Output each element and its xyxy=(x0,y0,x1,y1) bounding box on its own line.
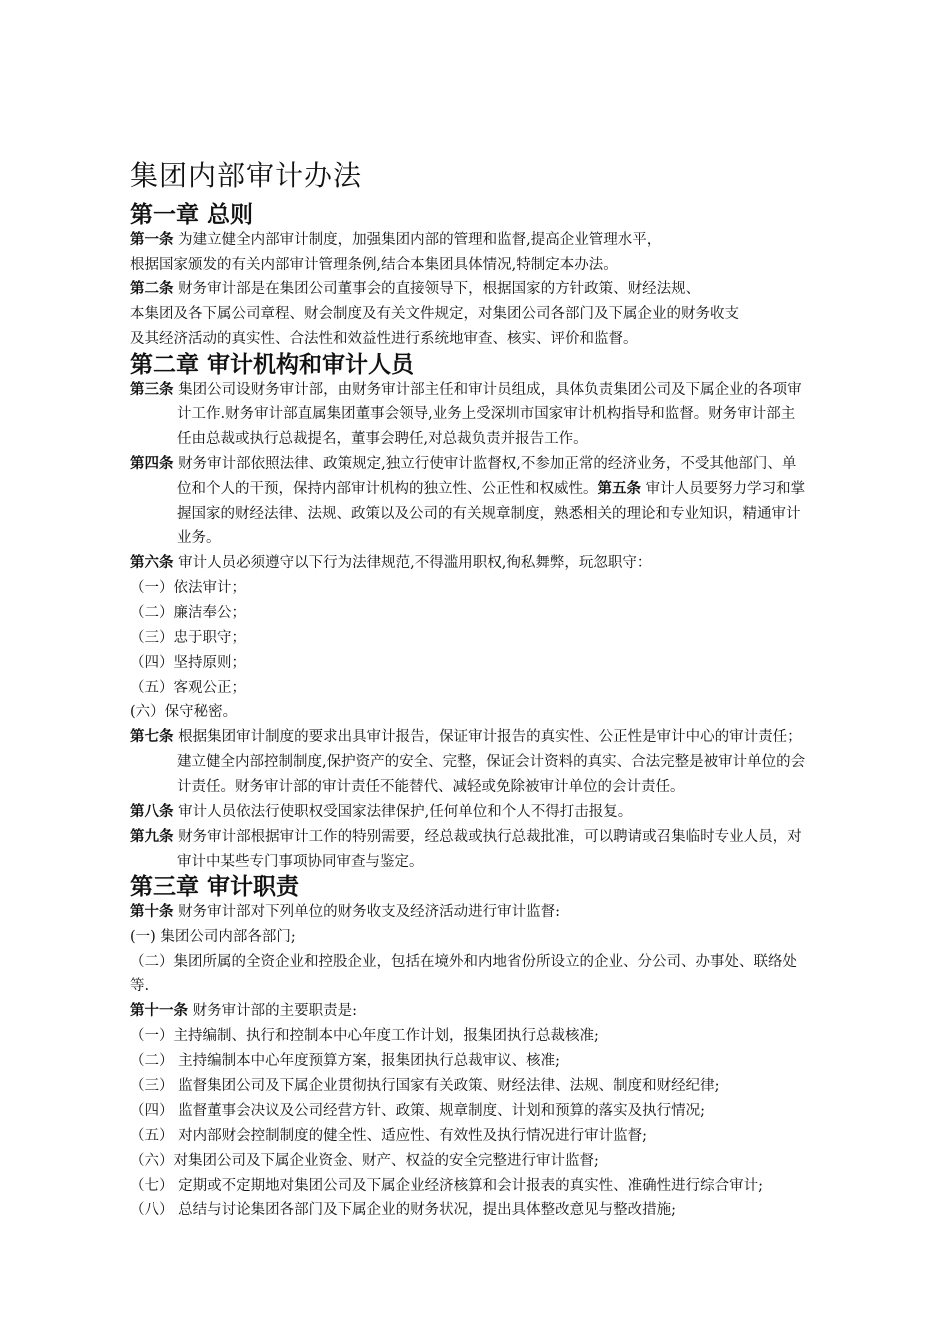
article-6-item: （三）忠于职守； xyxy=(130,630,246,646)
article-2-line-1: 第二条 财务审计部是在集团公司董事会的直接领导下，根据国家的方针政策、财经法规、 xyxy=(130,281,701,297)
article-11-item: （五） 对内部财会控制制度的健全性、适应性、有效性及执行情况进行审计监督; xyxy=(130,1128,647,1144)
article-10-label: 第十条 xyxy=(130,904,174,920)
article-5-line-3: 业务。 xyxy=(177,530,221,546)
article-9-label: 第九条 xyxy=(130,829,174,845)
article-7-line-1: 第七条 根据集团审计制度的要求出具审计报告，保证审计报告的真实性、公正性是审计中心的审计责任； xyxy=(130,729,802,745)
article-1-label: 第一条 xyxy=(130,232,174,248)
article-10-item-1: (一) 集团公司内部各部门; xyxy=(130,929,296,945)
article-8-line-1: 第八条 审计人员依法行使职权受国家法律保护,任何单位和个人不得打击报复。 xyxy=(130,804,633,820)
article-6-line-1: 第六条 审计人员必须遵守以下行为法律规范,不得滥用职权,徇私舞弊，玩忽职守： xyxy=(130,555,652,571)
article-9-line-1: 第九条 财务审计部根据审计工作的特别需要，经总裁或执行总裁批准，可以聘请或召集临时专业人员，对 xyxy=(130,829,802,845)
article-9-line-2: 审计中某些专门事项协同审查与鉴定。 xyxy=(177,854,424,870)
article-7-label: 第七条 xyxy=(130,729,174,745)
document-title: 集团内部审计办法 xyxy=(130,159,363,192)
article-1-line-2: 根据国家颁发的有关内部审计管理条例,结合本集团具体情况,特制定本办法。 xyxy=(130,257,618,273)
article-3-label: 第三条 xyxy=(130,382,174,398)
article-6-item: （一）依法审计； xyxy=(130,580,246,596)
chapter-3-heading: 第三章 审计职责 xyxy=(130,874,300,900)
article-6-item: （二）廉洁奉公； xyxy=(130,605,246,621)
article-6-item: （五）客观公正； xyxy=(130,680,246,696)
article-10-item-2: （二）集团所属的全资企业和控股企业，包括在境外和内地省份所设立的企业、分公司、办事处、联络处 xyxy=(130,954,797,970)
article-11-line-1: 第十一条 财务审计部的主要职责是: xyxy=(130,1003,357,1019)
article-11-item: （六）对集团公司及下属企业资金、财产、权益的安全完整进行审计监督; xyxy=(130,1153,599,1169)
article-11-item: （四） 监督董事会决议及公司经营方针、政策、规章制度、计划和预算的落实及执行情况; xyxy=(130,1103,705,1119)
article-2-line-3: 及其经济活动的真实性、合法性和效益性进行系统地审查、核实、评价和监督。 xyxy=(130,331,638,347)
article-1-line-1: 第一条 为建立健全内部审计制度，加强集团内部的管理和监督,提高企业管理水平， xyxy=(130,232,662,248)
article-3-line-2: 计工作.财务审计部直属集团董事会领导,业务上受深圳市国家审计机构指导和监督。财务审计部主 xyxy=(177,406,796,422)
article-3-line-3: 任由总裁或执行总裁提名，董事会聘任,对总裁负责并报告工作。 xyxy=(177,431,588,447)
chapter-1-heading: 第一章 总则 xyxy=(130,202,254,228)
article-6-item: (六）保守秘密。 xyxy=(130,704,238,720)
article-11-item: （七） 定期或不定期地对集团公司及下属企业经济核算和会计报表的真实性、准确性进行综合审计; xyxy=(130,1178,763,1194)
article-11-item: （一）主持编制、执行和控制本中心年度工作计划，报集团执行总裁核准; xyxy=(130,1028,599,1044)
article-10-line-1: 第十条 财务审计部对下列单位的财务收支及经济活动进行审计监督: xyxy=(130,904,560,920)
article-6-item: （四）坚持原则； xyxy=(130,655,246,671)
article-7-line-3: 计责任。财务审计部的审计责任不能替代、减轻或免除被审计单位的会计责任。 xyxy=(177,779,685,795)
article-4-line-2: 位和个人的干预，保持内部审计机构的独立性、公正性和权威性。第五条 审计人员要努力学习和掌 xyxy=(177,481,806,497)
article-11-item: （三） 监督集团公司及下属企业贯彻执行国家有关政策、财经法律、法规、制度和财经纪律; xyxy=(130,1078,720,1094)
article-5-line-2: 握国家的财经法律、法规、政策以及公司的有关规章制度，熟悉相关的理论和专业知识，精通审计 xyxy=(177,506,801,522)
article-2-line-2: 本集团及各下属公司章程、财会制度及有关文件规定，对集团公司各部门及下属企业的财务收支 xyxy=(130,306,739,322)
article-10-item-2-cont: 等. xyxy=(130,978,150,994)
article-7-line-2: 建立健全内部控制制度,保护资产的安全、完整，保证会计资料的真实、合法完整是被审计单位的会 xyxy=(177,754,806,770)
article-5-label: 第五条 xyxy=(597,481,641,497)
article-6-label: 第六条 xyxy=(130,555,174,571)
article-3-line-1: 第三条 集团公司设财务审计部，由财务审计部主任和审计员组成，具体负责集团公司及下属企业的各项审 xyxy=(130,382,802,398)
article-11-label: 第十一条 xyxy=(130,1003,188,1019)
article-2-label: 第二条 xyxy=(130,281,174,297)
article-11-item: （二） 主持编制本中心年度预算方案，报集团执行总裁审议、核准; xyxy=(130,1053,560,1069)
chapter-2-heading: 第二章 审计机构和审计人员 xyxy=(130,352,415,378)
article-4-line-1: 第四条 财务审计部依照法律、政策规定,独立行使审计监督权,不参加正常的经济业务，不受其他部门、单 xyxy=(130,456,797,472)
article-8-label: 第八条 xyxy=(130,804,174,820)
article-11-item: （八） 总结与讨论集团各部门及下属企业的财务状况，提出具体整改意见与整改措施; xyxy=(130,1202,676,1218)
article-4-label: 第四条 xyxy=(130,456,174,472)
